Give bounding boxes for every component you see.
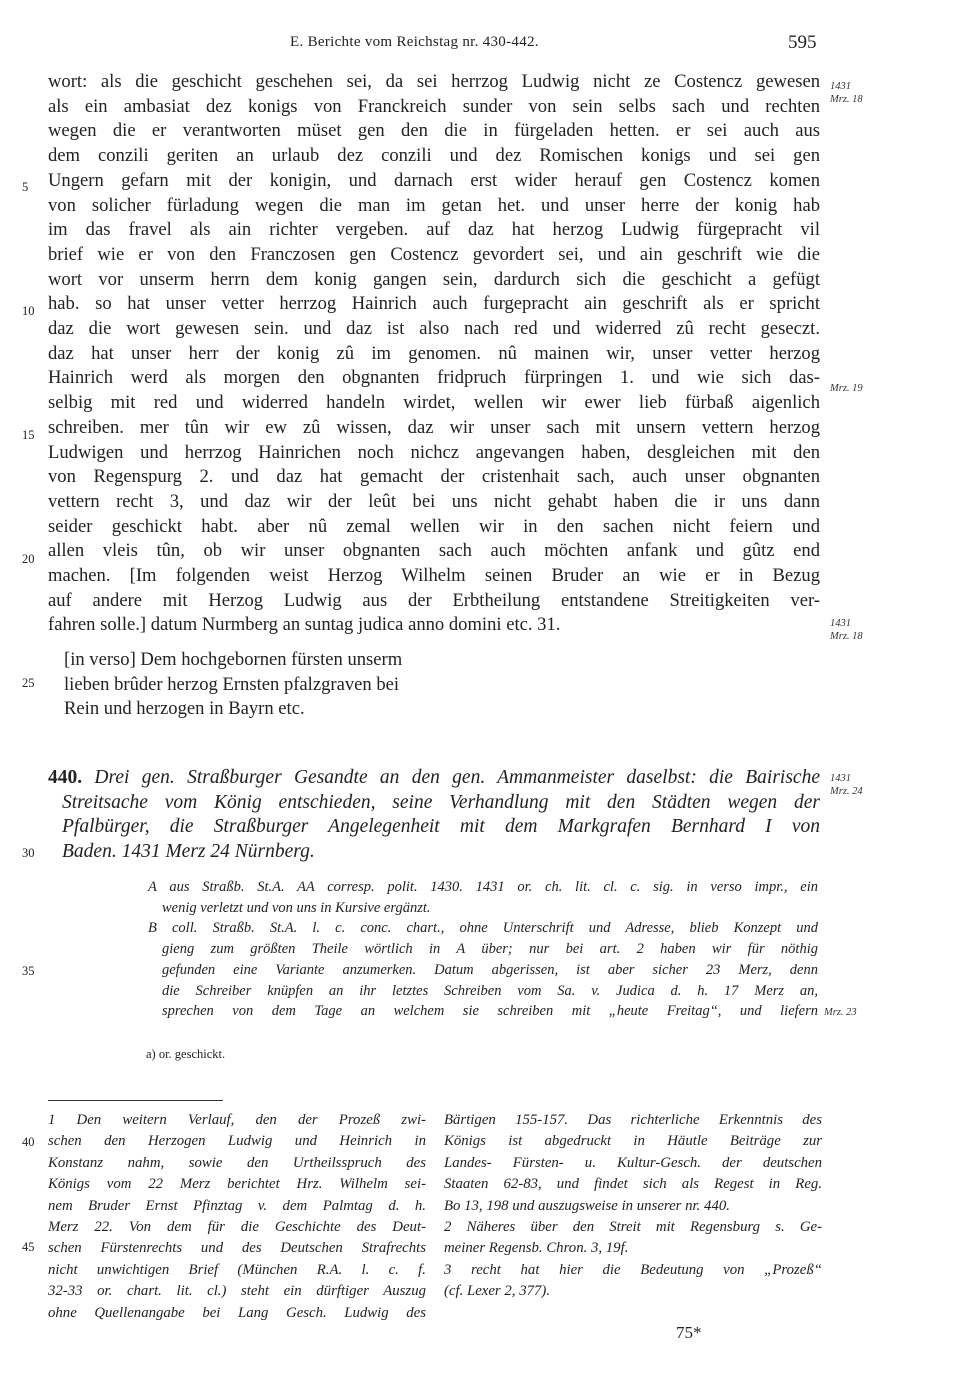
line-number: 5 — [22, 180, 29, 194]
line-number: 15 — [22, 428, 35, 442]
footnote-line: Merz 22. Von dem für die Geschichte des Deut- — [48, 1219, 426, 1236]
body-line: wort vor unserm herrn dem konig gangen sein, dardurch sich die geschicht a gefügt — [48, 268, 820, 290]
document-heading — [48, 766, 820, 864]
body-line: brief wie er von den Franczosen gen Costencz gevordert sei, und ain geschrift wie die — [48, 243, 820, 265]
body-line: daz die wort gewesen sein. und daz ist also nach red und widerred zû recht geseczt. — [48, 318, 820, 340]
footnote-line: (cf. Lexer 2, 377). — [444, 1283, 551, 1300]
body-line: allen vleis tûn, ob wir unser obgnanten sach auch möchten anfank und gûtz end — [48, 540, 820, 562]
source-line: gieng zum größten Theile wörtlich in A über; nur bei art. 2 haben wir für nöthig — [162, 941, 818, 958]
source-line: die Schreiber knüpfen an ihr letztes Schreiben vom Sa. v. Judica d. h. 17 Merz an, — [162, 982, 818, 999]
footnote-line: Königs ist abgedruckt in Häutle Beiträge zur — [444, 1133, 822, 1150]
footnote-line: Königs vom 22 Merz berichtet Hrz. Wilhelm sei- — [48, 1176, 426, 1193]
line-number: 35 — [22, 964, 35, 978]
source-line: B coll. Straßb. St.A. l. c. conc. chart., ohne Unterschrift und Adresse, blieb Konzept und — [148, 920, 818, 937]
footnote-line: 3 recht hat hier die Bedeutung von „Prozeß“ — [444, 1261, 822, 1278]
main-text — [48, 70, 820, 638]
body-line: auf andere mit Herzog Ludwig aus der Erbtheilung entstandene Streitigkeiten ver- — [48, 589, 820, 611]
margin-year: 1431 — [830, 618, 851, 629]
body-line: als ein ambasiat dez konigs von Franckreich sunder von sein selbs sach und rechten — [48, 95, 820, 117]
margin-day: Mrz. 24 — [830, 786, 863, 797]
address-block — [64, 648, 402, 722]
body-line: daz hat unser herr der konig zû im genomen. nû mainen wir, unser vetter herzog — [48, 342, 820, 364]
footnote-line: Bo 13, 198 und auszugsweise in unserer nr. 440. — [444, 1197, 730, 1214]
heading-line — [48, 766, 820, 791]
margin-date — [830, 382, 863, 395]
line-number: 40 — [22, 1135, 35, 1149]
body-line: von Regenspurg 2. und daz hat gemacht der cristenhait sach, auch unser obgnanten — [48, 466, 820, 488]
body-line: Ungern gefarn mit der konigin, und darnach erst wider herauf gen Costencz komen — [48, 169, 820, 191]
address-line: [in verso] Dem hochgebornen fürsten unserm — [64, 649, 403, 670]
document-number: 440. — [48, 767, 83, 788]
margin-date: Mrz. 23 — [824, 1007, 857, 1018]
body-line: wegen die er verantworten müset gen den die in fürgeladen hetten. er sei auch aus — [48, 120, 820, 142]
footnote-line: nem Bruder Ernst Pfinztag v. dem Palmtag d. h. — [48, 1197, 426, 1214]
heading-line: Baden. 1431 Merz 24 Nürnberg. — [62, 840, 315, 862]
address-line: Rein und herzogen in Bayrn etc. — [64, 698, 305, 720]
margin-year: 1431 — [830, 81, 851, 92]
footnote-line: Landes- Fürsten- u. Kultur-Gesch. der deutschen — [444, 1154, 822, 1171]
footnote-line: Staaten 62-83, und findet sich als Regest in Reg. — [444, 1176, 822, 1193]
footnote-line: schen Fürstenrechts und des Deutschen Strafrechts — [48, 1240, 426, 1257]
sheet-signature: 75* — [676, 1323, 702, 1342]
page-number: 595 — [788, 32, 817, 53]
body-line: Hainrich werd als morgen den obgnanten fridpruch fürpringen 1. und wie sich das- — [48, 367, 820, 389]
margin-year: 1431 — [830, 773, 851, 784]
textual-note: a) or. geschickt. — [146, 1047, 226, 1061]
body-line: schreiben. mer tûn wir ew zû wissen, daz wir unser sach mit unsern vettern herzog — [48, 416, 820, 438]
footnote-line: nicht unwichtigen Brief (München R.A. l. c. f. — [48, 1261, 426, 1278]
margin-date — [830, 772, 863, 798]
body-line: Ludwigen und herrzog Hainrichen noch nichcz angevangen haben, desgleichen mit den — [48, 441, 820, 463]
source-description — [148, 877, 818, 1022]
footnote-line: schen den Herzogen Ludwig und Heinrich in — [48, 1133, 426, 1150]
line-number: 45 — [22, 1240, 35, 1254]
body-line: von solicher fürladung wegen die man im getan het. und unser herre der konig hab — [48, 194, 820, 216]
body-line: fahren solle.] datum Nurmberg an suntag judica anno domini etc. 31. — [48, 614, 561, 636]
footnote-line: 1 Den weitern Verlauf, den der Prozeß zwi- — [48, 1112, 426, 1128]
line-number: 20 — [22, 552, 35, 566]
line-number: 25 — [22, 676, 35, 690]
running-title: E. Berichte vom Reichstag nr. 430-442. — [290, 34, 539, 50]
body-line: machen. [Im folgenden weist Herzog Wilhelm seinen Bruder an wie er in Bezug — [48, 565, 820, 587]
body-line: im das fravel als ain richter vergeben. auf daz hat herzog Ludwig fürgepracht vil — [48, 219, 820, 241]
margin-day: Mrz. 19 — [830, 383, 863, 394]
footnote-line: Konstanz nahm, sowie den Urtheilsspruch des — [48, 1154, 426, 1171]
heading-line: Pfalbürger, die Straßburger Angelegenheit mit dem Markgrafen Bernhard I von — [62, 816, 820, 837]
heading-text: Drei gen. Straßburger Gesandte an den gen. Ammanmeister daselbst: die Bairische — [94, 767, 820, 788]
body-line: wort: als die geschicht geschehen sei, da sei herrzog Ludwig nicht ze Costencz gewesen — [48, 71, 820, 92]
footnote-line: Bärtigen 155-157. Das richterliche Erkenntnis des — [444, 1112, 822, 1128]
source-line: sprechen von dem Tage an welchem sie schreiben mit „heute Freitag“, und liefern — [162, 1003, 818, 1020]
body-line: dem conzili geriten an urlaub dez conzili und dez Romischen konigs und sei gen — [48, 145, 820, 167]
footnote-line: 2 Näheres über den Streit mit Regensburg s. Ge- — [444, 1219, 822, 1236]
margin-day: Mrz. 18 — [830, 631, 863, 642]
source-line: wenig verletzt und von uns in Kursive ergänzt. — [162, 899, 431, 916]
footnote-line: ohne Quellenangabe bei Lang Gesch. Ludwig des — [48, 1304, 426, 1321]
body-line: selbig mit red und widerred handeln wirdet, wellen wir ewer lieb fürbaß aigenlich — [48, 392, 820, 414]
line-number: 10 — [22, 304, 35, 318]
line-number: 30 — [22, 846, 35, 860]
footnote-line: meiner Regensb. Chron. 3, 19f. — [444, 1240, 629, 1257]
footnotes-right — [444, 1110, 822, 1303]
footnotes-left — [48, 1110, 426, 1324]
body-line: hab. so hat unser vetter herrzog Hainrich auch furgepracht ain geschrift als er spricht — [48, 293, 820, 315]
footnote-line: 32-33 or. chart. lit. cl.) steht ein dürftiger Auszug — [48, 1283, 426, 1300]
margin-date — [830, 617, 863, 643]
footnote-rule — [48, 1100, 223, 1101]
body-line: seider geschickt habt. aber nû zemal wellen wir in den sachen nicht feiern und — [48, 515, 820, 537]
source-line: A aus Straßb. St.A. AA corresp. polit. 1430. 1431 or. ch. lit. cl. c. sig. in verso impr., ein — [148, 879, 818, 895]
margin-day: Mrz. 18 — [830, 94, 863, 105]
margin-date — [830, 80, 863, 106]
heading-line: Streitsache vom König entschieden, seine Verhandlung mit den Städten wegen der — [62, 791, 820, 813]
address-line: lieben brûder herzog Ernsten pfalzgraven bei — [64, 673, 400, 695]
source-line: gefunden eine Variante anzumerken. Datum abgerissen, ist aber sicher 23 Merz, denn — [162, 961, 818, 978]
body-line: vettern recht 3, und daz wir der leût bei uns nicht gehabt haben die ir uns dann — [48, 490, 820, 512]
